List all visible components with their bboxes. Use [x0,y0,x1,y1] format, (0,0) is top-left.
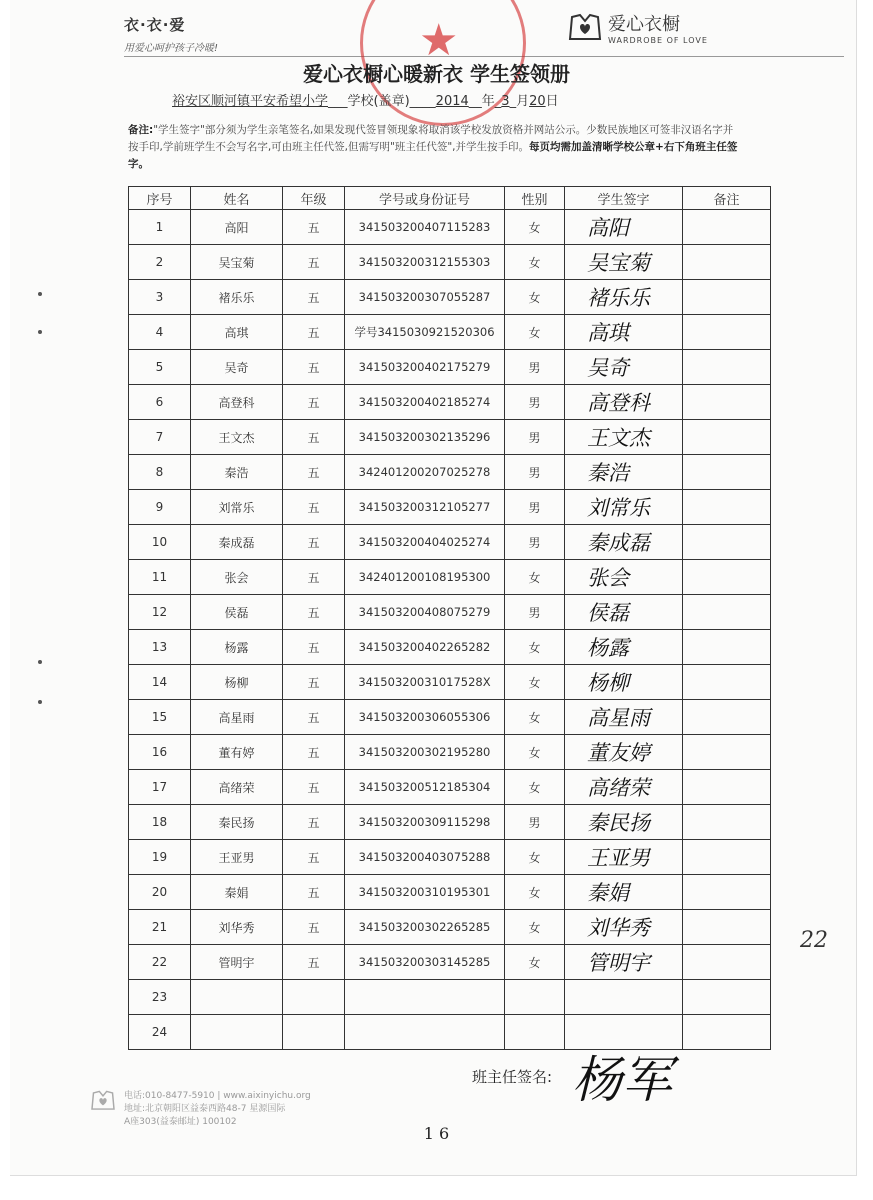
row-sex: 男 [505,385,565,420]
row-sex: 女 [505,910,565,945]
row-grade [283,1015,345,1050]
row-grade: 五 [283,805,345,840]
row-signature [565,980,683,1015]
row-remark [683,525,771,560]
row-name: 秦民扬 [191,805,283,840]
punch-hole [38,292,42,296]
row-id: 341503200303145285 [345,945,505,980]
row-sex: 女 [505,245,565,280]
row-id: 341503200302195280 [345,735,505,770]
row-grade: 五 [283,630,345,665]
footer-address-1: 地址:北京朝阳区益泰西路48-7 星源国际 [124,1104,286,1114]
note-label: 备注: [128,124,154,136]
table-row [129,350,771,385]
school-name: 裕安区顺河镇平安希望小学 [172,94,329,109]
row-name: 秦娟 [191,875,283,910]
row-name: 刘华秀 [191,910,283,945]
row-id: 341503200402185274 [345,385,505,420]
month-value: 3 [501,94,510,109]
row-signature: 秦成磊 [565,525,683,560]
row-name: 秦成磊 [191,525,283,560]
school-suffix: 学校(盖章) [347,94,410,109]
row-no: 8 [129,455,191,490]
row-signature: 侯磊 [565,595,683,630]
row-sex [505,980,565,1015]
row-name: 王文杰 [191,420,283,455]
row-sex: 男 [505,595,565,630]
row-no: 9 [129,490,191,525]
punch-hole [38,660,42,664]
row-sex: 男 [505,420,565,455]
row-name: 高星雨 [191,700,283,735]
row-remark [683,945,771,980]
table-row [129,455,771,490]
row-no: 24 [129,1015,191,1050]
table-row [129,490,771,525]
row-id: 341503200302135296 [345,420,505,455]
table-row [129,700,771,735]
student-sign-table [128,186,771,1050]
header-grade: 年级 [283,187,345,210]
teacher-sign-label: 班主任签名: [472,1068,553,1086]
row-remark [683,1015,771,1050]
row-id: 341503200402175279 [345,350,505,385]
row-name: 侯磊 [191,595,283,630]
row-name: 王亚男 [191,840,283,875]
row-grade: 五 [283,700,345,735]
row-signature: 杨柳 [565,665,683,700]
row-remark [683,875,771,910]
row-name: 管明宇 [191,945,283,980]
row-id: 341503200402265282 [345,630,505,665]
table-row [129,630,771,665]
row-signature: 秦娟 [565,875,683,910]
row-grade: 五 [283,665,345,700]
page-title: 爱心衣橱心暖新衣 学生签领册 [303,62,570,86]
row-remark [683,315,771,350]
row-grade: 五 [283,840,345,875]
row-remark [683,735,771,770]
table-row [129,665,771,700]
row-name: 褚乐乐 [191,280,283,315]
month-unit: 月 [516,94,530,109]
row-signature: 秦民扬 [565,805,683,840]
row-grade: 五 [283,945,345,980]
row-grade [283,980,345,1015]
row-sex [505,1015,565,1050]
row-grade: 五 [283,770,345,805]
row-grade: 五 [283,315,345,350]
year-value: 2014 [435,94,469,109]
row-grade: 五 [283,525,345,560]
remarks-note [128,122,740,173]
row-sex: 女 [505,315,565,350]
row-remark [683,560,771,595]
row-grade: 五 [283,210,345,245]
row-id: 341503200408075279 [345,595,505,630]
row-id: 34150320031017528X [345,665,505,700]
row-no: 18 [129,805,191,840]
table-row [129,770,771,805]
row-grade: 五 [283,910,345,945]
row-signature: 高琪 [565,315,683,350]
row-remark [683,980,771,1015]
row-name: 秦浩 [191,455,283,490]
row-id: 341503200307055287 [345,280,505,315]
row-id: 341503200403075288 [345,840,505,875]
table-row [129,945,771,980]
row-remark [683,805,771,840]
row-no: 10 [129,525,191,560]
brand-right-sub: WARDROBE OF LOVE [608,36,708,45]
row-grade: 五 [283,735,345,770]
row-remark [683,840,771,875]
row-grade: 五 [283,245,345,280]
row-sex: 女 [505,280,565,315]
row-id: 341503200512185304 [345,770,505,805]
row-id: 341503200309115298 [345,805,505,840]
row-grade: 五 [283,420,345,455]
row-remark [683,770,771,805]
row-signature: 张会 [565,560,683,595]
table-row [129,840,771,875]
row-name [191,980,283,1015]
row-id: 341503200312155303 [345,245,505,280]
note-text: "学生签字"部分须为学生亲笔签名,如果发现代签冒领现象将取消该学校发放资格并网站公示。少数民族地区可签非汉语名字并按手印,学前班学生不会写名字,可由班主任代签,但需写明"班主任代签",并学生按手印。 [128,124,734,153]
row-name: 董有婷 [191,735,283,770]
row-sex: 女 [505,630,565,665]
year-unit: 年 [481,94,495,109]
row-id: 341503200310195301 [345,875,505,910]
row-sex: 女 [505,945,565,980]
row-sex: 男 [505,490,565,525]
row-sex: 女 [505,735,565,770]
row-name: 高琪 [191,315,283,350]
school-date-line: 裕安区顺河镇平安希望小学___学校(盖章)____2014__年_3_月20日 [172,94,559,109]
header-sex: 性别 [505,187,565,210]
row-name: 刘常乐 [191,490,283,525]
row-signature: 秦浩 [565,455,683,490]
row-signature: 高阳 [565,210,683,245]
row-sex: 女 [505,770,565,805]
row-id [345,1015,505,1050]
table-row [129,560,771,595]
row-id: 341503200312105277 [345,490,505,525]
table-row [129,385,771,420]
row-sex: 女 [505,875,565,910]
heart-wardrobe-icon [568,13,602,43]
header-id: 学号或身份证号 [345,187,505,210]
row-no: 1 [129,210,191,245]
row-remark [683,700,771,735]
row-remark [683,910,771,945]
row-no: 2 [129,245,191,280]
row-grade: 五 [283,595,345,630]
row-sex: 女 [505,210,565,245]
table-row [129,735,771,770]
row-signature: 刘华秀 [565,910,683,945]
row-remark [683,385,771,420]
row-remark [683,630,771,665]
row-no: 11 [129,560,191,595]
row-remark [683,210,771,245]
day-value: 20 [529,94,546,109]
row-grade: 五 [283,280,345,315]
row-no: 5 [129,350,191,385]
header-name: 姓名 [191,187,283,210]
row-name: 高阳 [191,210,283,245]
row-signature: 高登科 [565,385,683,420]
seal-star-icon: ★ [419,15,459,66]
row-name: 杨露 [191,630,283,665]
table-row [129,875,771,910]
table-row [129,245,771,280]
table-row [129,315,771,350]
row-signature: 管明宇 [565,945,683,980]
row-remark [683,665,771,700]
row-remark [683,420,771,455]
row-signature: 高星雨 [565,700,683,735]
footer-address-2: A座303(益泰邮址) 100102 [124,1117,237,1127]
table-row [129,280,771,315]
row-signature: 吴宝菊 [565,245,683,280]
row-no: 3 [129,280,191,315]
teacher-signature: 杨军 [572,1051,672,1109]
row-signature: 董友婷 [565,735,683,770]
day-unit: 日 [545,94,559,109]
header-signature: 学生签字 [565,187,683,210]
punch-hole [38,330,42,334]
row-remark [683,280,771,315]
row-id: 341503200407115283 [345,210,505,245]
brand-left-slogan: 用爱心呵护孩子冷暖! [124,43,219,54]
brand-right-name: 爱心衣橱 [608,14,680,35]
note-bold: 每页均需加盖清晰学校公章+右下角班主任签字。 [128,141,738,170]
row-no: 12 [129,595,191,630]
punch-hole [38,700,42,704]
row-grade: 五 [283,490,345,525]
row-id [345,980,505,1015]
row-name: 高登科 [191,385,283,420]
row-name: 张会 [191,560,283,595]
row-no: 21 [129,910,191,945]
footer-phone: 电话:010-8477-5910 | www.aixinyichu.org [124,1091,311,1101]
row-remark [683,350,771,385]
table-row [129,525,771,560]
row-id: 342401200108195300 [345,560,505,595]
row-no: 22 [129,945,191,980]
row-no: 14 [129,665,191,700]
row-sex: 男 [505,805,565,840]
row-no: 17 [129,770,191,805]
row-signature: 刘常乐 [565,490,683,525]
row-signature: 吴奇 [565,350,683,385]
row-id: 341503200302265285 [345,910,505,945]
table-row [129,420,771,455]
row-name [191,1015,283,1050]
row-name: 杨柳 [191,665,283,700]
row-sex: 女 [505,700,565,735]
row-no: 16 [129,735,191,770]
row-signature: 褚乐乐 [565,280,683,315]
table-row [129,210,771,245]
row-signature: 高绪荣 [565,770,683,805]
table-row [129,805,771,840]
brand-right [568,10,708,45]
row-name: 吴奇 [191,350,283,385]
table-row [129,1015,771,1050]
footer-logo-icon [90,1090,116,1112]
margin-count: 22 [800,928,828,953]
row-signature: 杨露 [565,630,683,665]
row-remark [683,490,771,525]
row-sex: 女 [505,665,565,700]
row-no: 13 [129,630,191,665]
row-name: 高绪荣 [191,770,283,805]
row-id: 341503200306055306 [345,700,505,735]
row-remark [683,455,771,490]
row-signature: 王亚男 [565,840,683,875]
row-no: 6 [129,385,191,420]
row-grade: 五 [283,455,345,490]
table-row [129,595,771,630]
row-no: 4 [129,315,191,350]
row-grade: 五 [283,385,345,420]
row-no: 15 [129,700,191,735]
row-grade: 五 [283,350,345,385]
row-grade: 五 [283,560,345,595]
brand-left-logo: 衣·衣·爱 [124,16,186,34]
table-header-row [129,187,771,210]
brand-left [124,14,218,54]
table-row [129,980,771,1015]
row-no: 7 [129,420,191,455]
row-no: 20 [129,875,191,910]
row-remark [683,595,771,630]
page-number: 1 6 [423,1124,450,1143]
row-no: 23 [129,980,191,1015]
row-sex: 男 [505,525,565,560]
row-sex: 女 [505,560,565,595]
header-remark: 备注 [683,187,771,210]
row-sex: 男 [505,350,565,385]
row-sex: 女 [505,840,565,875]
row-id: 341503200404025274 [345,525,505,560]
row-sex: 男 [505,455,565,490]
header-no: 序号 [129,187,191,210]
row-grade: 五 [283,875,345,910]
row-remark [683,245,771,280]
row-no: 19 [129,840,191,875]
row-id: 342401200207025278 [345,455,505,490]
table-row [129,910,771,945]
row-id: 学号3415030921520306 [345,315,505,350]
row-signature: 王文杰 [565,420,683,455]
row-name: 吴宝菊 [191,245,283,280]
